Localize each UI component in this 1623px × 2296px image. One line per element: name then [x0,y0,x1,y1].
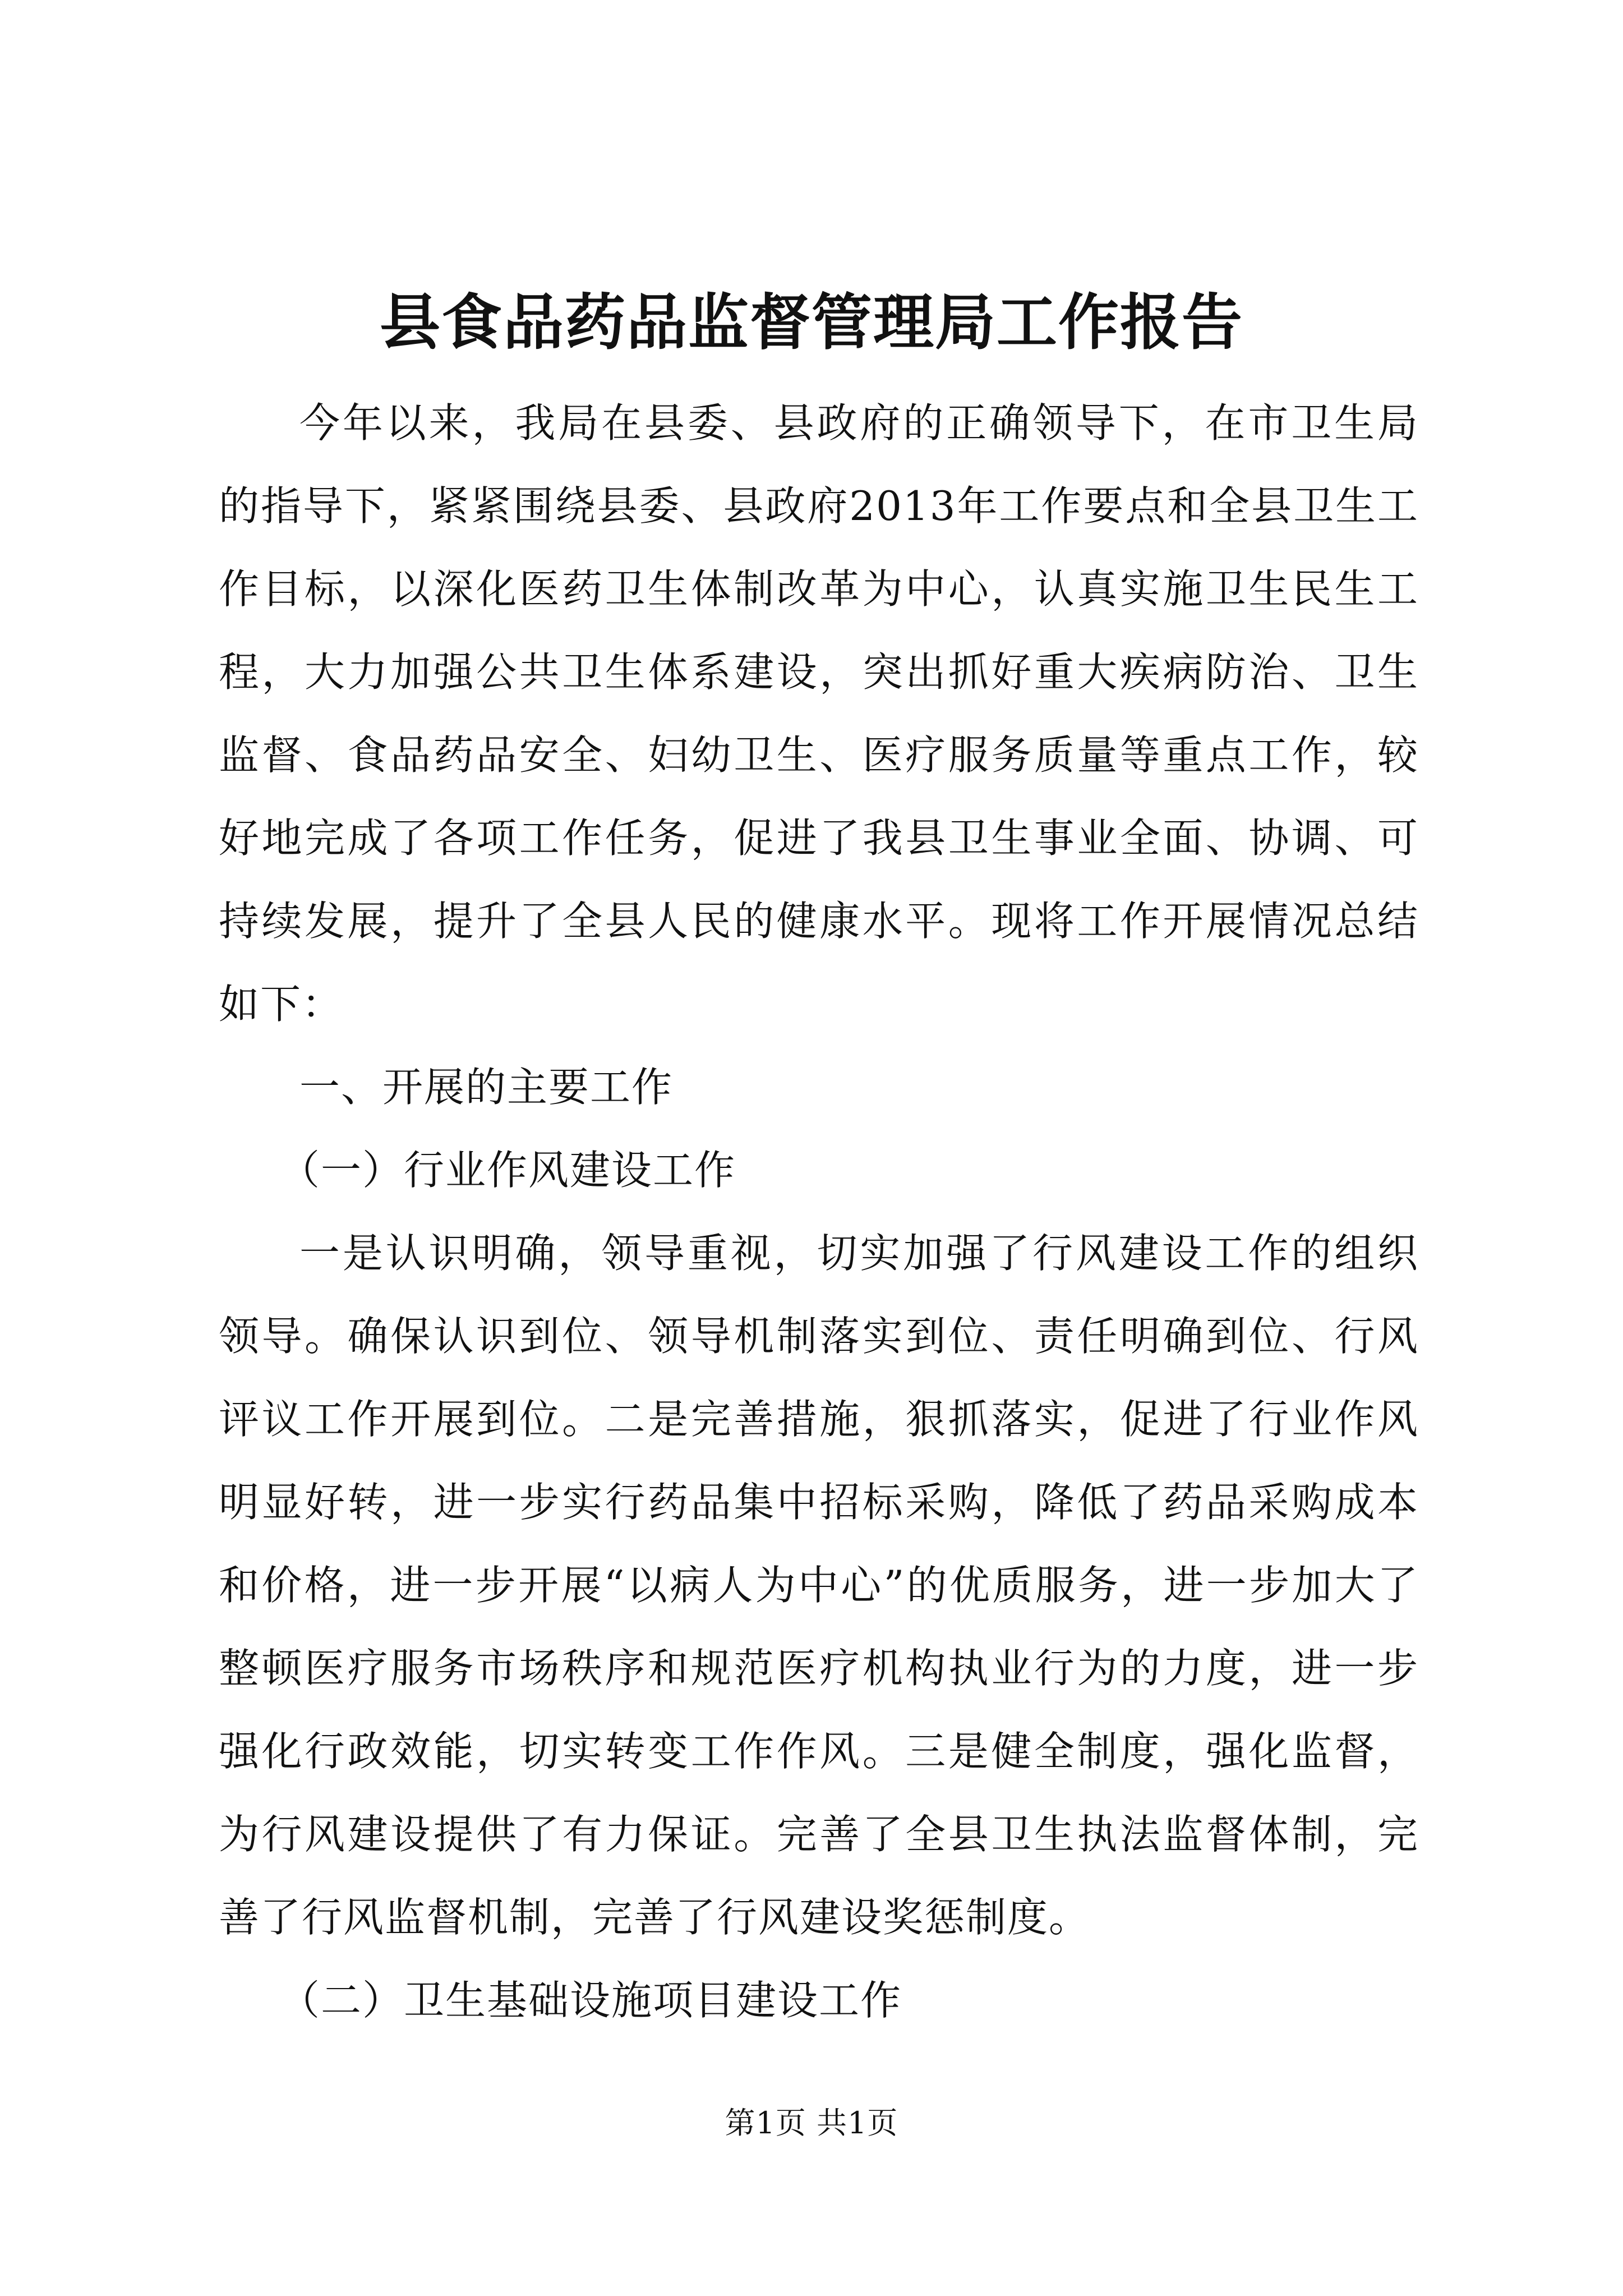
subsection-heading-industry-style: （一）行业作风建设工作 [279,1147,736,1194]
industry-style-paragraph: 一是认识明确，领导重视，切实加强了行风建设工作的组织领导。确保认识到位、领导机制落实到位、责任明确到位、行风评议工作开展到位。二是完善措施，狠抓落实，促进了行业作风明显好转，进一步实行药品集中招标采购，降低了药品采购成本和价格，进一步开展“以病人为中心”的优质服务，进一步加大了整顿医疗服务市场秩序和规范医疗机构执业行为的力度，进一步强化行政效能，切实转变工作作风。三是健全制度，强化监督，为行风建设提供了有力保证。完善了全县卫生执法监督体制，完善了行风监督机制，完善了行风建设奖惩制度。 [219,1230,1419,1941]
intro-paragraph: 今年以来，我局在县委、县政府的正确领导下，在市卫生局的指导下，紧紧围绕县委、县政府2013年工作要点和全县卫生工作目标，以深化医药卫生体制改革为中心，认真实施卫生民生工程，大力加强公共卫生体系建设，突出抓好重大疾病防治、卫生监督、食品药品安全、妇幼卫生、医疗服务质量等重点工作，较好地完成了各项工作任务，促进了我县卫生事业全面、协调、可持续发展，提升了全县人民的健康水平。现将工作开展情况总结如下： [219,399,1419,1028]
document-body [219,381,1419,2042]
page-footer: 第1页 共1页 [725,2105,898,2141]
section-heading-main-work: 一、开展的主要工作 [299,1064,674,1111]
document-title: 县食品药品监督管理局工作报告 [379,287,1243,358]
subsection-heading-infrastructure: （二）卫生基础设施项目建设工作 [279,1977,902,2024]
